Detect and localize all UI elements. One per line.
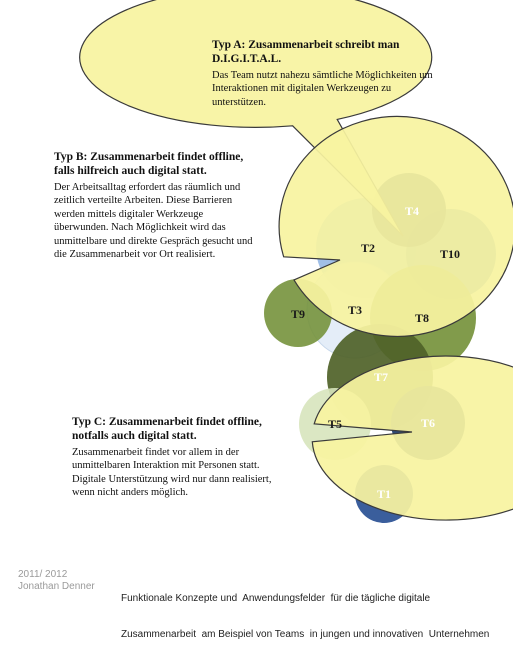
callout-b-shape [279, 116, 513, 336]
label-t1: T1 [376, 487, 392, 501]
footer-meta [18, 569, 95, 593]
label-t4: T4 [404, 204, 420, 218]
callout-c-body: Zusammenarbeit findet vor allem in der unmittelbaren Interaktion mit Personen statt. Digitale Unterstützung wird nur dann realisiert, wenn nicht anders möglich. [72, 447, 272, 499]
footer-line-2: Zusammenarbeit am Beispiel von Teams in jungen und innovativen Unternehmen [121, 629, 490, 640]
label-t8: T8 [414, 311, 430, 325]
callout-b-body: Der Arbeitsalltag erfordert das räumlich und zeitlich verteilte Arbeiten. Diese Barrieren werden mittels digitaler Werkzeuge überwunden. Nach Möglichkeit wird das unmittelbare und direkte Gespräch gesucht und die Zusammenarbeit vor Ort realisiert. [54, 182, 253, 261]
callout-a-title: Typ A: Zusammenarbeit schreibt man D.I.G.I.T.A.L. [212, 39, 400, 65]
callout-c-title: Typ C: Zusammenarbeit findet offline, notfalls auch digital statt. [72, 416, 262, 442]
callout-b-title: Typ B: Zusammenarbeit findet offline, falls hilfreich auch digital statt. [54, 151, 244, 177]
callout-c [72, 415, 294, 500]
footer-author: Jonathan Denner [18, 581, 95, 592]
footer-year: 2011/ 2012 [18, 569, 68, 580]
label-t6: T6 [420, 416, 436, 430]
label-t10: T10 [439, 247, 461, 261]
label-t2: T2 [360, 241, 376, 255]
callout-a-body: Das Team nutzt nahezu sämtliche Möglichkeiten um Interaktionen mit digitalen Werkzeugen zu unterstützen. [212, 70, 433, 108]
footer-line-1: Funktionale Konzepte und Anwendungsfelder für die tägliche digitale [121, 593, 431, 604]
label-t3: T3 [347, 303, 363, 317]
label-t7: T7 [373, 370, 389, 384]
callout-b [54, 150, 259, 261]
label-t9: T9 [290, 307, 306, 321]
footer-caption [121, 569, 489, 653]
callout-a [212, 38, 444, 109]
label-t5: T5 [327, 417, 343, 431]
